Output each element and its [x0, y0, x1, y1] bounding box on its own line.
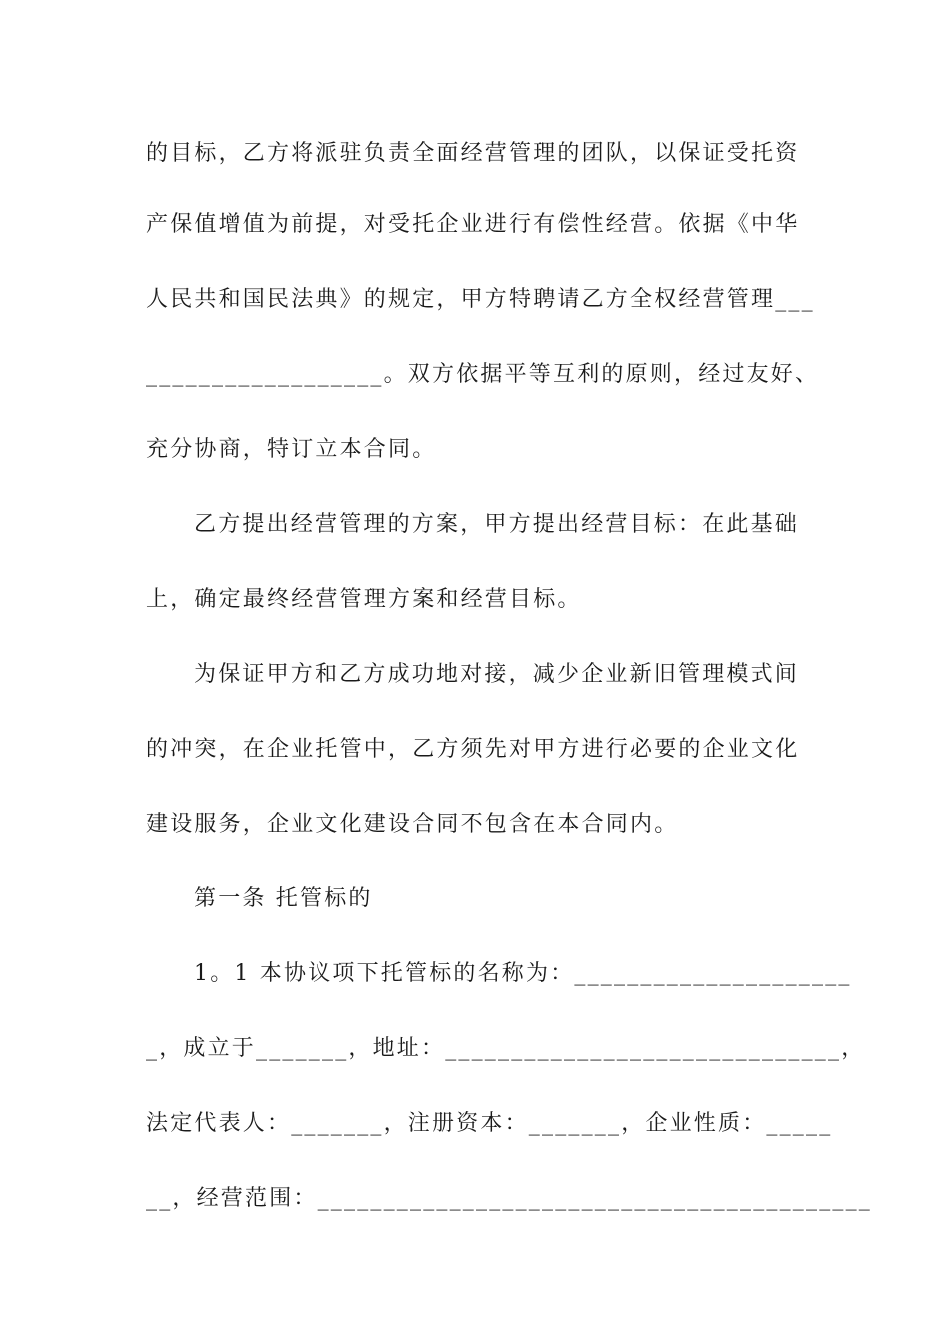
section-heading: 第一条 托管标的	[194, 886, 373, 911]
text-line-2: 产保值增值为前提，对受托企业进行有偿性经营。依据《中华	[146, 212, 800, 237]
paragraph-3-line-2: 的冲突，在企业托管中，乙方须先对甲方进行必要的企业文化	[146, 737, 800, 762]
paragraph-2-line-2: 上，确定最终经营管理方案和经营目标。	[146, 587, 582, 612]
text-line-5: 充分协商，特订立本合同。	[146, 437, 437, 462]
text-line-1: 的目标，乙方将派驻负责全面经营管理的团队，以保证受托资	[146, 141, 800, 166]
clause-1-1-line-3: 法定代表人：_______，注册资本：_______，企业性质：_____	[146, 1111, 833, 1136]
paragraph-3-line-3: 建设服务，企业文化建设合同不包含在本合同内。	[146, 812, 679, 837]
paragraph-2-line-1: 乙方提出经营管理的方案，甲方提出经营目标：在此基础	[194, 512, 800, 537]
clause-1-1-line-2: _，成立于_______，地址：______________________________，	[146, 1036, 866, 1061]
text-line-4: __________________。双方依据平等互利的原则，经过友好、	[146, 362, 820, 387]
clause-1-1-line-1: 1。1 本协议项下托管标的名称为：_____________________	[194, 961, 852, 986]
clause-1-1-line-4: __，经营范围：__________________________________________	[146, 1186, 873, 1211]
text-line-3: 人民共和国民法典》的规定，甲方特聘请乙方全权经营管理___	[146, 287, 815, 312]
paragraph-3-line-1: 为保证甲方和乙方成功地对接，减少企业新旧管理模式间	[194, 662, 800, 687]
